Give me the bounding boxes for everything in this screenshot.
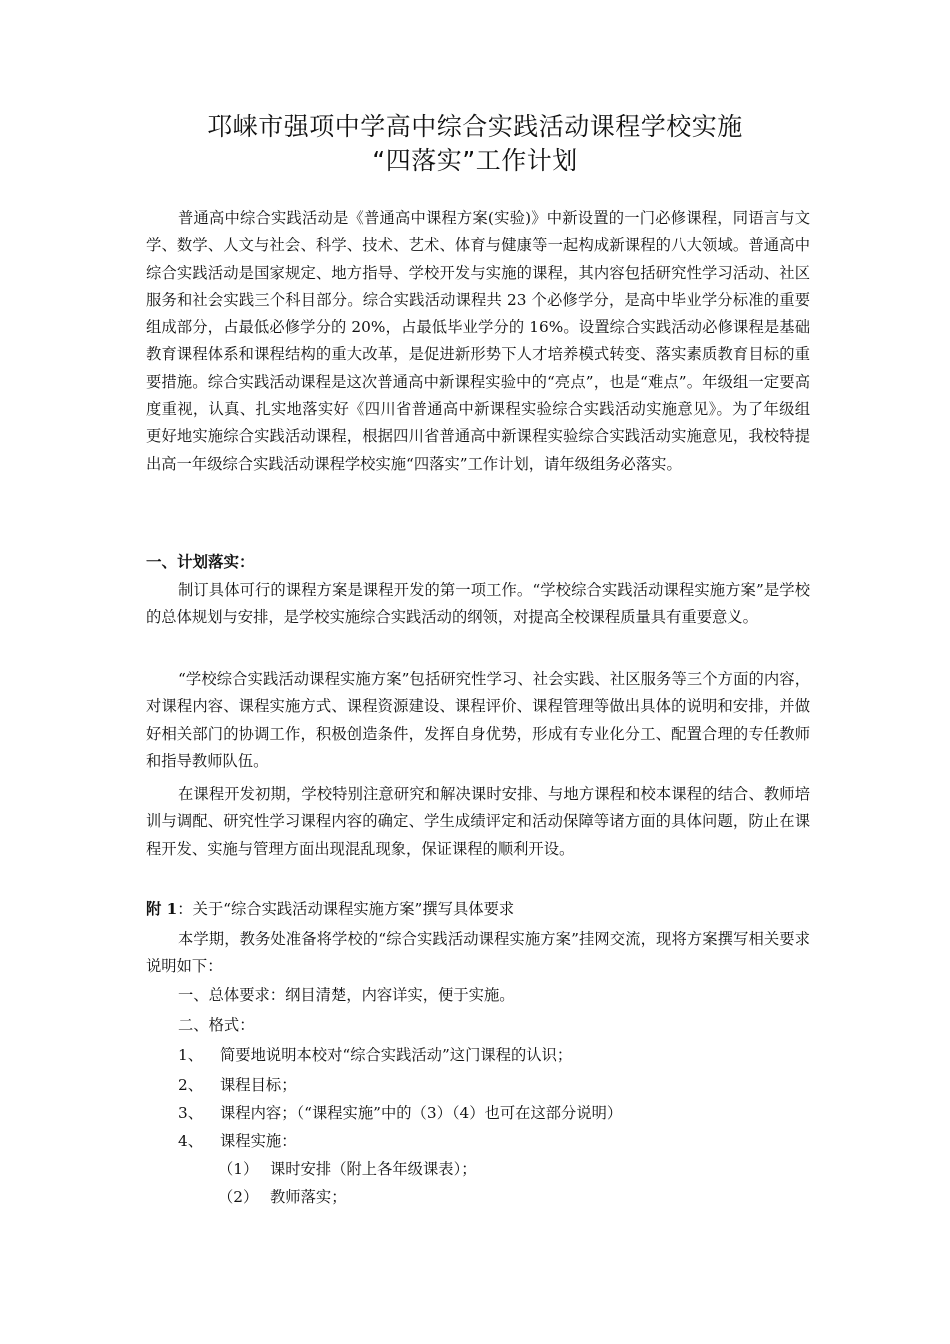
section1-paragraph-1: 制订具体可行的课程方案是课程开发的第一项工作。“学校综合实践活动课程实施方案”是学校的总体规划与安排，是学校实施综合实践活动的纲领，对提高全校课程质量具有重要意义。 [146,581,810,627]
section1-paragraph-3: 在课程开发初期，学校特别注意研究和解决课时安排、与地方课程和校本课程的结合、教师培训与调配、研究性学习课程内容的确定、学生成绩评定和活动保障等诸方面的具体问题，防止在课程开发、实施与管理方面出现混乱现象，保证课程的顺利开设。 [146,785,810,858]
section1-heading: 一、计划落实： [146,553,255,571]
appendix-label: 附 1 [146,900,178,918]
list-item-number: 2、 [178,1076,204,1094]
list-item-number: 3、 [178,1104,204,1122]
appendix-paragraph: 本学期，教务处准备将学校的“综合实践活动课程实施方案”挂网交流，现将方案撰写相关要求说明如下： [146,930,810,976]
appendix-heading [146,897,514,921]
appendix-title: ：关于“综合实践活动课程实施方案”撰写具体要求 [177,900,515,918]
sub-item-number: （1） [218,1160,259,1178]
list-item-number: 4、 [178,1132,204,1150]
intro-paragraph: 普通高中综合实践活动是《普通高中课程方案(实验)》中新设置的一门必修课程，同语言与文学、数学、人文与社会、科学、技术、艺术、体育与健康等一起构成新课程的八大领域。普通高中综合实践活动是国家规定、地方指导、学校开发与实施的课程，其内容包括研究性学习活动、社区服务和社会实践三个科目部分。综合实践活动课程共 23 个必修学分，是高中毕业学分标准的重要组成部分，占最低必修学分的 20%，占最低毕业学分的 16%。设置综合实践活动必修课程是基础教育课程体系和课程结构的重大改革，是促进新形势下人才培养模式转变、落实素质教育目标的重要措施。综合实践活动课程是这次普通高中新课程实验中的“亮点”，也是“难点”。年级组一定要高度重视，认真、扎实地落实好《四川省普通高中新课程实验综合实践活动实施意见》。为了年级组更好地实施综合实践活动课程，根据四川省普通高中新课程实验综合实践活动实施意见，我校特提出高一年级综合实践活动课程学校实施“四落实”工作计划，请年级组务必落实。 [146,209,810,473]
document-title-line1: 邛崃市强项中学高中综合实践活动课程学校实施 [207,112,743,141]
list-item-text: 课程实施： [220,1132,297,1150]
list-item-text: 课程内容；（“课程实施”中的（3）（4）也可在这部分说明） [220,1104,623,1122]
sub-item-number: （2） [218,1188,259,1206]
list-item-number: 1、 [178,1046,204,1064]
document-title-line2: “四落实”工作计划 [372,146,578,175]
section1-paragraph-2: “学校综合实践活动课程实施方案”包括研究性学习、社会实践、社区服务等三个方面的内容，对课程内容、课程实施方式、课程资源建设、课程评价、课程管理等做出具体的说明和安排，并做好相关部门的协调工作，积极创造条件，发挥自身优势，形成有专业化分工、配置合理的专任教师和指导教师队伍。 [146,670,810,770]
requirement-format: 二、格式： [178,1016,255,1034]
sub-item-text: 课时安排（附上各年级课表）； [270,1160,477,1178]
requirement-general: 一、总体要求：纲目清楚，内容详实，便于实施。 [178,986,515,1004]
list-item-text: 课程目标； [220,1076,297,1094]
sub-item-text: 教师落实； [270,1188,347,1206]
list-item-text: 简要地说明本校对“综合实践活动”这门课程的认识； [220,1046,573,1064]
